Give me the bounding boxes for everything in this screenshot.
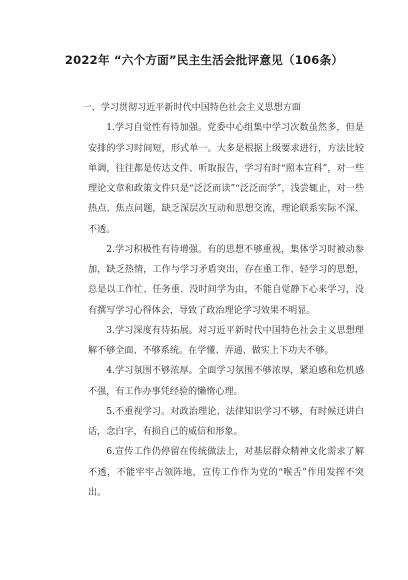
paragraph-3: 3.学习深度有待拓展。对习近平新时代中国特色社会主义思想理解不够全面、不够系统。在学懂、弄通、做实上下功夫不够。 (88, 325, 364, 356)
document-body (82, 98, 364, 503)
paragraph-5: 5.不重视学习。对政治理论、法律知识学习不够，有时候迁讲白话，念白字，有损自己的威信和形象。 (88, 406, 364, 437)
paragraph-2: 2.学习积极性有待增强。有的思想不够重视，集体学习时被动参加，缺乏热情，工作与学习矛盾突出，存在重工作、轻学习的思想，总是以工作忙、任务重、没时间学为由，不能自觉静下心来学习，没有撰写学习心得体会，导致了政治理论学习效果不明显。 (88, 244, 364, 316)
paragraph-6: 6.宣传工作仍停留在传统做法上，对基层群众精神文化需求了解不透，不能牢牢占领阵地，宣传工作作为党的“喉舌”作用发挥不突出。 (88, 447, 364, 498)
paragraph-1: 1.学习自觉性有待加强。党委中心组集中学习次数虽然多，但是安排的学习时间短，形式单一。大多是根据上级要求进行，方法比较单调，往往都是传达文件、听取报告，学习有时“照本宣科”，对一些理论文章和政策文件只是“泛泛而读”“泛泛而学”，浅尝辄止，对一些热点、焦点问题，缺乏深层次互动和思想交流，理论联系实际不深、不透。 (88, 123, 364, 235)
paragraph-4: 4.学习氛围不够浓厚。全面学习氛围不够浓厚，紧迫感和危机感不强，有工作办事凭经验的懒惰心理。 (88, 366, 364, 397)
section-heading: 一、学习贯彻习近平新时代中国特色社会主义思想方面 (82, 103, 301, 113)
document-title: 2022年 “六个方面”民主生活会批评意见（106条） (64, 53, 344, 67)
